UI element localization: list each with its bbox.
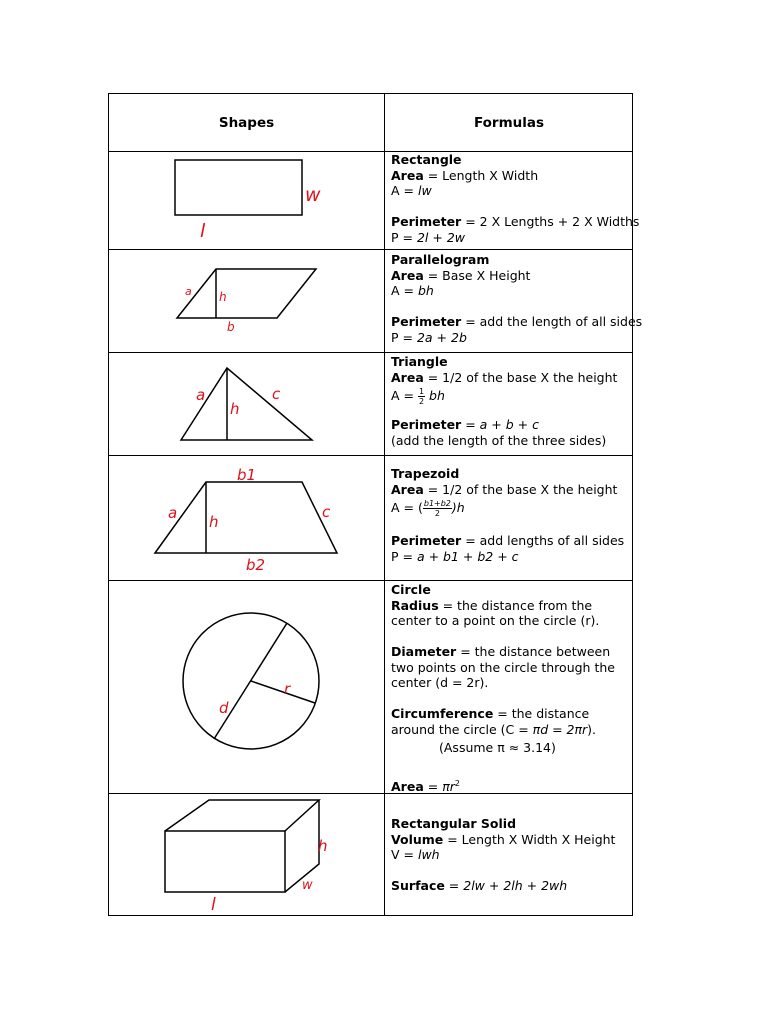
parallelogram-shape	[177, 269, 316, 318]
surface-formula: 2lw + 2lh + 2wh	[463, 878, 568, 893]
rectangle-label-l: l	[200, 220, 206, 242]
area-label: Area	[391, 167, 424, 183]
surface-label: Surface	[391, 878, 445, 893]
rectangular-solid-title: Rectangular Solid	[391, 816, 517, 831]
circle-title: Circle	[391, 582, 431, 597]
area-formula: bh	[425, 388, 445, 403]
volume-label: Volume	[391, 831, 444, 847]
parallelogram-formulas	[391, 252, 643, 345]
column-divider	[384, 94, 385, 915]
circumference-formula: πd = 2πr	[532, 721, 588, 737]
parallelogram-diagram	[109, 249, 384, 352]
area-text: = 1/2 of the base X the height	[423, 481, 618, 497]
fraction-bases	[423, 499, 452, 518]
perimeter-formula-prefix: P =	[391, 329, 417, 345]
diameter-label: Diameter	[391, 644, 457, 659]
solid-label-l: l	[211, 895, 216, 915]
area-formula: bh	[417, 283, 434, 298]
trapezoid-label-a: a	[168, 504, 178, 522]
solid-label-h: h	[318, 837, 328, 855]
circle-radius-line	[251, 681, 315, 703]
trapezoid-label-h: h	[209, 513, 219, 531]
perimeter-text: =	[461, 417, 480, 432]
circle-diameter-line	[214, 623, 287, 739]
trapezoid-label-c: c	[322, 503, 331, 521]
area-formula-prefix: A =	[391, 283, 418, 298]
rectangle-label-w: w	[305, 184, 321, 206]
area-label: Area	[391, 267, 424, 283]
area-label: Area	[391, 779, 424, 795]
circumference-end: ).	[587, 721, 597, 737]
perimeter-formula-prefix: P =	[391, 548, 417, 564]
area-text: = 1/2 of the base X the height	[423, 369, 618, 385]
fraction-denominator: 2	[418, 397, 425, 406]
rectangular-solid-formulas	[391, 816, 631, 894]
trapezoid-label-b2: b2	[246, 556, 266, 574]
trapezoid-diagram	[109, 455, 384, 580]
circle-label-d: d	[219, 699, 229, 717]
volume-formula: lwh	[417, 847, 440, 862]
perimeter-label: Perimeter	[391, 533, 462, 548]
area-text: = Length X Width	[423, 167, 539, 183]
area-text: = Base X Height	[423, 267, 531, 283]
area-exponent: 2	[454, 779, 460, 788]
triangle-label-c: c	[272, 385, 281, 403]
perimeter-formula: a + b1 + b2 + c	[416, 548, 519, 564]
triangle-diagram	[109, 352, 384, 455]
triangle-formulas	[391, 354, 631, 448]
solid-front-face	[165, 831, 285, 892]
perimeter-text: = 2 X Lengths + 2 X Widths	[461, 214, 640, 229]
fraction-numerator: b1+b2	[423, 499, 451, 508]
circumference-label: Circumference	[391, 706, 494, 721]
pi-assumption: (Assume π ≈ 3.14)	[439, 740, 556, 755]
area-formula-prefix: A =	[391, 388, 418, 403]
shapes-header: Shapes	[218, 114, 275, 131]
perimeter-formula-prefix: P =	[391, 229, 417, 245]
triangle-label-a: a	[196, 386, 206, 404]
rectangle-shape	[175, 160, 302, 215]
diameter-text: = the distance between two points on the circle through the center (d = 2r).	[391, 644, 615, 690]
area-formula-prefix: A = (	[391, 500, 423, 515]
area-formula-suffix: )h	[451, 500, 465, 515]
solid-top-face	[165, 800, 319, 831]
volume-formula-prefix: V =	[391, 847, 418, 862]
triangle-shape	[181, 368, 312, 440]
trapezoid-shape	[155, 482, 337, 553]
solid-label-w: w	[302, 878, 313, 893]
perimeter-formula: 2l + 2w	[416, 229, 465, 245]
volume-text: = Length X Width X Height	[443, 831, 616, 847]
fraction-denominator: 2	[434, 509, 440, 518]
perimeter-label: Perimeter	[391, 214, 462, 229]
area-label: Area	[391, 481, 424, 497]
trapezoid-formulas	[391, 466, 631, 564]
rectangle-diagram	[109, 151, 384, 249]
circle-label-r: r	[284, 680, 291, 698]
radius-label: Radius	[391, 597, 439, 613]
rectangle-formulas	[391, 152, 640, 245]
trapezoid-label-b1: b1	[237, 466, 257, 484]
parallelogram-label-h: h	[219, 290, 227, 304]
parallelogram-label-b: b	[227, 320, 235, 334]
perimeter-label: Perimeter	[391, 417, 462, 432]
area-formula: πr	[442, 779, 455, 795]
area-formula-prefix: A =	[391, 183, 418, 198]
fraction-numerator: 1	[418, 387, 425, 396]
area-formula: lw	[417, 183, 432, 198]
perimeter-text: = add lengths of all sides	[461, 533, 625, 548]
surface-text: =	[444, 878, 464, 893]
area-label: Area	[391, 369, 424, 385]
area-text: =	[423, 779, 443, 795]
perimeter-text: = add the length of all sides	[461, 314, 643, 329]
perimeter-label: Perimeter	[391, 314, 462, 329]
perimeter-formula: 2a + 2b	[416, 329, 467, 345]
radius-text: = the distance from the center to a point on the circle (r).	[391, 597, 600, 628]
circle-diagram	[109, 580, 384, 793]
circle-formulas	[391, 582, 631, 795]
perimeter-formula: a + b + c	[479, 417, 539, 432]
trapezoid-title: Trapezoid	[391, 466, 460, 481]
parallelogram-title: Parallelogram	[391, 252, 490, 267]
fraction-half	[418, 387, 425, 406]
formula-table	[108, 93, 643, 916]
rectangular-solid-diagram	[109, 793, 384, 916]
perimeter-note: (add the length of the three sides)	[391, 432, 607, 448]
formulas-header: Formulas	[473, 114, 545, 131]
parallelogram-label-a: a	[185, 285, 192, 298]
circumference-text: = the distance around the circle (C =	[391, 706, 590, 737]
triangle-title: Triangle	[391, 354, 448, 369]
rectangle-title: Rectangle	[391, 152, 462, 167]
triangle-label-h: h	[230, 400, 240, 418]
